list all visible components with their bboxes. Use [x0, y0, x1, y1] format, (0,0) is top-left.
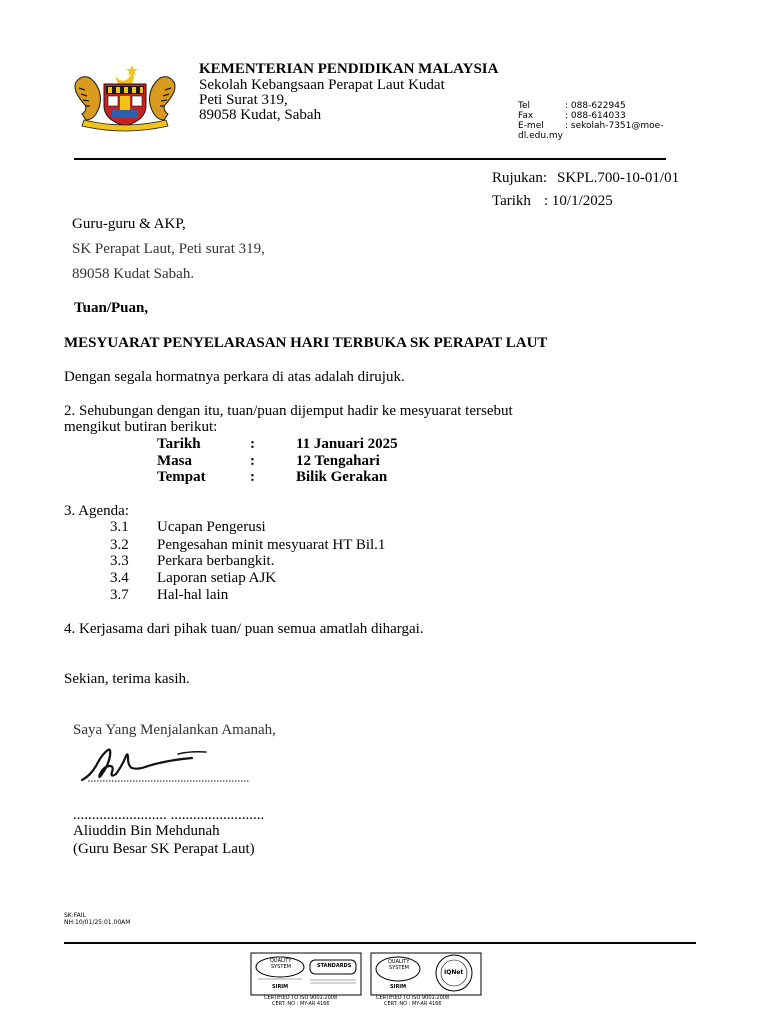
- certification-logo-sirim-iqnet: [370, 952, 482, 1008]
- paragraph-4: 4. Kerjasama dari pihak tuan/ puan semua amatlah dihargai.: [64, 621, 424, 637]
- closing-remark: Sekian, terima kasih.: [64, 671, 190, 687]
- tarikh-label: Tarikh: [492, 193, 531, 209]
- agenda-item-text: Laporan setiap AJK: [157, 570, 277, 586]
- agenda-heading: 3. Agenda:: [64, 503, 129, 519]
- file-reference-line2: NH:10/01/25:01.00AM: [64, 919, 131, 926]
- detail-value: 11 Januari 2025: [296, 436, 398, 452]
- email-value-continued[interactable]: dl.edu.my: [518, 131, 563, 141]
- signatory-title: (Guru Besar SK Perapat Laut): [73, 841, 255, 857]
- badge-quality-text: QUALITY: [270, 958, 292, 964]
- rujukan-value: SKPL.700-10-01/01: [557, 170, 680, 186]
- agenda-item-text: Pengesahan minit mesyuarat HT Bil.1: [157, 537, 386, 553]
- signatory-name: Aliuddin Bin Mehdunah: [73, 823, 220, 839]
- agenda-item-number: 3.3: [110, 553, 129, 569]
- agenda-item-number: 3.1: [110, 519, 129, 535]
- ministry-name: KEMENTERIAN PENDIDIKAN MALAYSIA: [199, 61, 499, 77]
- detail-value: 12 Tengahari: [296, 453, 380, 469]
- detail-label: Masa: [157, 453, 192, 469]
- recipient-line2: SK Perapat Laut, Peti surat 319,: [72, 241, 265, 257]
- school-address-line2: 89058 Kudat, Sabah: [199, 107, 322, 123]
- badge-quality-text: QUALITY: [388, 959, 410, 965]
- signature-dotted-line: ......................... .........................: [73, 807, 265, 823]
- school-address-line1: Peti Surat 319,: [199, 92, 288, 108]
- paragraph-1: Dengan segala hormatnya perkara di atas adalah dirujuk.: [64, 369, 405, 385]
- handwritten-signature: [78, 740, 258, 785]
- recipient-line1: Guru-guru & AKP,: [72, 216, 186, 232]
- agenda-item-number: 3.4: [110, 570, 129, 586]
- rujukan-label: Rujukan:: [492, 170, 547, 186]
- letter-subject: MESYUARAT PENYELARASAN HARI TERBUKA SK PERAPAT LAUT: [64, 335, 548, 351]
- malaysia-coat-of-arms: [70, 62, 180, 132]
- detail-separator: :: [250, 469, 255, 485]
- detail-label: Tarikh: [157, 436, 201, 452]
- agenda-item-text: Hal-hal lain: [157, 587, 229, 603]
- badge-system-text: SYSTEM: [271, 964, 291, 970]
- detail-value: Bilik Gerakan: [296, 469, 388, 485]
- badge-standards-text: STANDARDS: [317, 963, 352, 969]
- detail-label: Tempat: [157, 469, 206, 485]
- school-name: Sekolah Kebangsaan Perapat Laut Kudat: [199, 77, 445, 93]
- email-value[interactable]: : sekolah-7351@moe-: [565, 121, 664, 131]
- tel-label: Tel: [518, 101, 531, 111]
- footer-divider: [64, 942, 696, 944]
- badge-iqnet-text: IQNet: [444, 969, 464, 976]
- badge-system-text: SYSTEM: [389, 965, 409, 971]
- detail-separator: :: [250, 453, 255, 469]
- cert-caption-1: CERTIFIED TO ISO 9001:2008: [264, 995, 338, 1001]
- fax-value: : 088-614033: [565, 111, 626, 121]
- certification-logo-sirim-standards: [250, 952, 362, 1008]
- agenda-item-text: Ucapan Pengerusi: [157, 519, 266, 535]
- agenda-item-number: 3.7: [110, 587, 129, 603]
- email-label: E-mel: [518, 121, 544, 131]
- recipient-line3: 89058 Kudat Sabah.: [72, 266, 195, 282]
- salutation: Tuan/Puan,: [74, 300, 149, 316]
- detail-separator: :: [250, 436, 255, 452]
- motto: Saya Yang Menjalankan Amanah,: [73, 722, 276, 738]
- tarikh-value: : 10/1/2025: [544, 193, 613, 209]
- badge-sirim-text: SIRIM: [272, 984, 289, 990]
- cert-caption-2: CERT. NO : MY-AR 4166: [272, 1001, 330, 1007]
- fax-label: Fax: [518, 111, 534, 121]
- paragraph-2-line2: mengikut butiran berikut:: [64, 419, 218, 435]
- badge-sirim-text: SIRIM: [390, 984, 407, 990]
- letterhead-divider: [74, 158, 666, 160]
- cert-caption-2: CERT. NO : MY-AR 4166: [384, 1001, 442, 1007]
- agenda-item-text: Perkara berbangkit.: [157, 553, 275, 569]
- file-reference-line1: SK:FAIL: [64, 912, 86, 919]
- cert-caption-1: CERTIFIED TO ISO 9001:2008: [376, 995, 450, 1001]
- tel-value: : 088-622945: [565, 101, 626, 111]
- agenda-item-number: 3.2: [110, 537, 129, 553]
- paragraph-2-line1: 2. Sehubungan dengan itu, tuan/puan dijemput hadir ke mesyuarat tersebut: [64, 403, 513, 419]
